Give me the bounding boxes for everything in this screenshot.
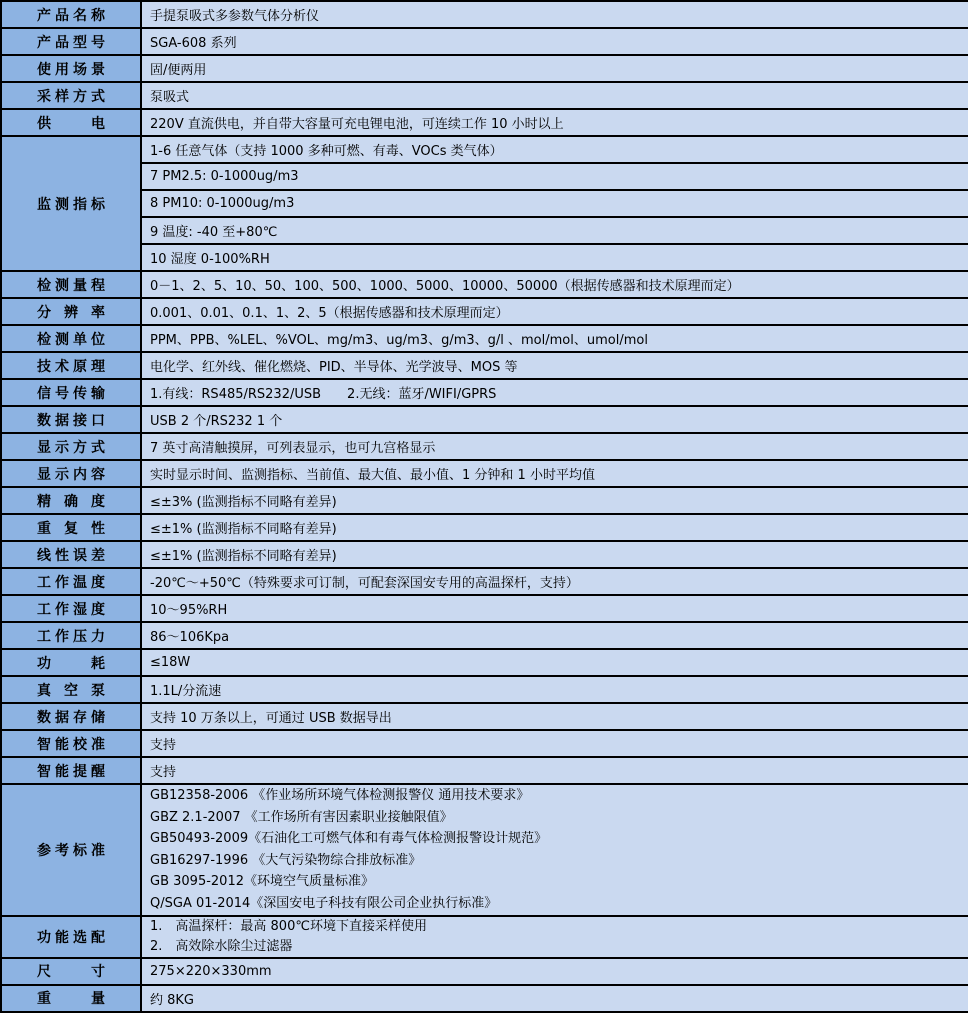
spec-label-cell — [1, 730, 141, 757]
spec-value-cell — [141, 244, 968, 271]
table-row — [1, 703, 968, 730]
spec-label: 检测量程 — [37, 277, 105, 294]
table-row — [1, 190, 968, 217]
spec-label: 工作温度 — [37, 574, 105, 591]
spec-label-cell — [1, 757, 141, 784]
spec-value-line: 2. 高效除水除尘过滤器 — [150, 938, 293, 954]
spec-label: 检测单位 — [37, 331, 105, 348]
spec-value-cell — [141, 55, 968, 82]
table-row — [1, 55, 968, 82]
spec-label: 数据接口 — [37, 412, 105, 429]
spec-value-cell — [141, 136, 968, 163]
spec-value: 支持 — [150, 738, 177, 753]
spec-value-cell — [141, 676, 968, 703]
spec-label: 采样方式 — [37, 88, 105, 105]
spec-label: 产品型号 — [37, 34, 105, 51]
spec-value-cell — [141, 352, 968, 379]
spec-label-cell — [1, 1, 141, 28]
spec-value: -20℃～+50℃（特殊要求可订制，可配套深国安专用的高温探杆，支持） — [150, 576, 579, 591]
spec-label-cell — [1, 568, 141, 595]
spec-label-cell — [1, 28, 141, 55]
spec-label: 数据存储 — [37, 709, 105, 726]
table-row — [1, 784, 968, 916]
spec-value: 1.1L/分流速 — [150, 684, 222, 699]
spec-value: 实时显示时间、监测指标、当前值、最大值、最小值、1 分钟和 1 小时平均值 — [150, 468, 595, 483]
spec-value: SGA-608 系列 — [150, 36, 237, 51]
spec-label-cell — [1, 985, 141, 1012]
spec-label-cell — [1, 514, 141, 541]
spec-value: 10～95%RH — [150, 603, 228, 618]
spec-value: 7 英寸高清触摸屏，可列表显示，也可九宫格显示 — [150, 441, 436, 456]
table-row — [1, 460, 968, 487]
table-row — [1, 109, 968, 136]
spec-value-cell — [141, 163, 968, 190]
spec-value: ≤±1% (监测指标不同略有差异) — [150, 549, 337, 564]
spec-value-cell — [141, 28, 968, 55]
spec-value: 8 PM10: 0-1000ug/m3 — [150, 196, 295, 211]
spec-value: USB 2 个/RS232 1 个 — [150, 414, 283, 429]
spec-value-cell — [141, 568, 968, 595]
spec-value-cell — [141, 82, 968, 109]
spec-label-cell — [1, 55, 141, 82]
spec-label-cell — [1, 622, 141, 649]
spec-label-cell — [1, 541, 141, 568]
spec-label: 智能校准 — [37, 736, 105, 753]
spec-label-cell — [1, 298, 141, 325]
spec-label: 尺寸 — [37, 964, 105, 981]
spec-value: ≤±3% (监测指标不同略有差异) — [150, 495, 337, 510]
spec-label-cell — [1, 487, 141, 514]
spec-value-cell — [141, 406, 968, 433]
spec-value: 泵吸式 — [150, 90, 190, 105]
spec-value-cell — [141, 109, 968, 136]
spec-label-cell — [1, 82, 141, 109]
table-row — [1, 514, 968, 541]
table-row — [1, 217, 968, 244]
table-row — [1, 325, 968, 352]
spec-value-cell — [141, 298, 968, 325]
spec-label-cell — [1, 460, 141, 487]
spec-label-cell — [1, 958, 141, 985]
spec-label: 工作压力 — [37, 628, 105, 645]
spec-value-line: GB16297-1996 《大气污染物综合排放标准》 — [150, 852, 422, 868]
table-row — [1, 595, 968, 622]
table-row — [1, 541, 968, 568]
spec-label-cell — [1, 595, 141, 622]
table-row — [1, 352, 968, 379]
spec-value-cell — [141, 649, 968, 676]
spec-value: 手提泵吸式多参数气体分析仪 — [150, 9, 320, 24]
spec-value-cell — [141, 595, 968, 622]
spec-label: 功能选配 — [37, 929, 105, 946]
spec-value: 0.001、0.01、0.1、1、2、5（根据传感器和技术原理而定） — [150, 306, 509, 321]
spec-value-cell — [141, 757, 968, 784]
spec-value-cell — [141, 622, 968, 649]
spec-value-cell — [141, 703, 968, 730]
spec-label: 重量 — [37, 991, 105, 1008]
spec-value-line: GBZ 2.1-2007 《工作场所有害因素职业接触限值》 — [150, 809, 453, 825]
spec-table-body — [1, 1, 968, 1012]
spec-label: 重复性 — [37, 520, 105, 537]
spec-value-line: GB50493-2009《石油化工可燃气体和有毒气体检测报警设计规范》 — [150, 831, 548, 847]
spec-label-cell — [1, 271, 141, 298]
spec-value-cell — [141, 460, 968, 487]
table-row — [1, 28, 968, 55]
spec-value: 约 8KG — [150, 992, 195, 1008]
spec-value: PPM、PPB、%LEL、%VOL、mg/m3、ug/m3、g/m3、g/l 、mol/mol、umol/mol — [150, 333, 648, 348]
table-row — [1, 136, 968, 163]
spec-value: 7 PM2.5: 0-1000ug/m3 — [150, 169, 299, 184]
spec-value-cell — [141, 325, 968, 352]
spec-value: 支持 — [150, 765, 177, 780]
spec-value-line: 1. 高温探杆：最高 800℃环境下直接采样使用 — [150, 918, 427, 934]
spec-label: 参考标准 — [37, 842, 105, 859]
table-row — [1, 622, 968, 649]
spec-label: 工作湿度 — [37, 601, 105, 618]
spec-value-cell — [141, 514, 968, 541]
table-row — [1, 82, 968, 109]
spec-label: 显示方式 — [37, 439, 105, 456]
spec-label-cell — [1, 406, 141, 433]
spec-value-cell — [141, 784, 968, 916]
spec-value-cell — [141, 1, 968, 28]
table-row — [1, 958, 968, 985]
spec-label: 精确度 — [37, 493, 105, 510]
spec-label: 真空泵 — [37, 682, 105, 699]
spec-value-cell — [141, 730, 968, 757]
table-row — [1, 730, 968, 757]
spec-label: 显示内容 — [37, 466, 105, 483]
spec-value-cell — [141, 190, 968, 217]
spec-value: ≤±1% (监测指标不同略有差异) — [150, 522, 337, 537]
spec-value-cell — [141, 985, 968, 1012]
spec-label-cell — [1, 109, 141, 136]
spec-label-cell — [1, 676, 141, 703]
spec-value: 275×220×330mm — [150, 963, 272, 979]
spec-value-line: GB 3095-2012《环境空气质量标准》 — [150, 874, 374, 890]
spec-label-cell — [1, 325, 141, 352]
spec-value: 支持 10 万条以上，可通过 USB 数据导出 — [150, 711, 392, 726]
spec-label: 分辨率 — [37, 304, 105, 321]
table-row — [1, 916, 968, 958]
spec-value: ≤18W — [150, 655, 191, 670]
spec-label-cell — [1, 352, 141, 379]
spec-value: 0－1、2、5、10、50、100、500、1000、5000、10000、50000（根据传感器和技术原理而定） — [150, 279, 740, 294]
spec-value-line: GB12358-2006 《作业场所环境气体检测报警仪 通用技术要求》 — [150, 788, 530, 803]
table-row — [1, 163, 968, 190]
spec-value: 电化学、红外线、催化燃烧、PID、半导体、光学波导、MOS 等 — [150, 360, 518, 375]
table-row — [1, 649, 968, 676]
table-row — [1, 433, 968, 460]
spec-label-cell — [1, 916, 141, 958]
spec-label: 监测指标 — [37, 196, 105, 213]
spec-value-cell — [141, 217, 968, 244]
spec-value: 220V 直流供电，并自带大容量可充电锂电池，可连续工作 10 小时以上 — [150, 117, 564, 132]
table-row — [1, 985, 968, 1012]
spec-value: 9 温度: -40 至+80℃ — [150, 225, 278, 240]
spec-label-cell — [1, 784, 141, 916]
table-row — [1, 1, 968, 28]
table-row — [1, 757, 968, 784]
spec-value: 10 湿度 0-100%RH — [150, 252, 270, 267]
spec-label: 信号传输 — [37, 385, 105, 402]
table-row — [1, 379, 968, 406]
table-row — [1, 298, 968, 325]
spec-label-cell — [1, 136, 141, 271]
spec-value: 1-6 任意气体（支持 1000 多种可燃、有毒、VOCs 类气体） — [150, 144, 503, 159]
spec-value: 86～106Kpa — [150, 630, 230, 645]
spec-label: 线性误差 — [37, 547, 105, 564]
spec-label-cell — [1, 433, 141, 460]
spec-value-cell — [141, 487, 968, 514]
spec-label-cell — [1, 649, 141, 676]
spec-value-cell — [141, 916, 968, 958]
spec-label: 智能提醒 — [37, 763, 105, 780]
spec-value-cell — [141, 958, 968, 985]
spec-value-cell — [141, 271, 968, 298]
spec-value-line: Q/SGA 01-2014《深国安电子科技有限公司企业执行标准》 — [150, 895, 498, 911]
spec-label: 供电 — [37, 115, 105, 132]
table-row — [1, 406, 968, 433]
table-row — [1, 244, 968, 271]
spec-label: 产品名称 — [37, 7, 105, 24]
table-row — [1, 487, 968, 514]
table-row — [1, 676, 968, 703]
spec-value-cell — [141, 379, 968, 406]
spec-value-cell — [141, 541, 968, 568]
spec-label: 功耗 — [37, 655, 105, 672]
spec-value: 固/便两用 — [150, 63, 207, 78]
spec-label: 技术原理 — [37, 358, 105, 375]
spec-label-cell — [1, 379, 141, 406]
spec-value-cell — [141, 433, 968, 460]
table-row — [1, 568, 968, 595]
spec-value: 1.有线：RS485/RS232/USB 2.无线：蓝牙/WIFI/GPRS — [150, 387, 497, 402]
spec-label: 使用场景 — [37, 61, 105, 78]
spec-label-cell — [1, 703, 141, 730]
table-row — [1, 271, 968, 298]
